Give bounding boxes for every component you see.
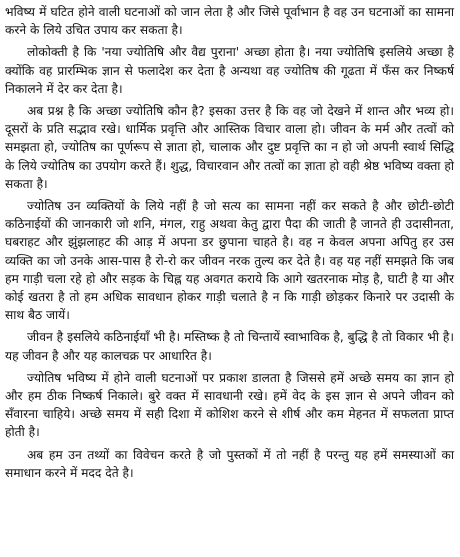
paragraph-proverb: लोकोक्ती है कि 'नया ज्योतिषि और वैद्य पुराना' अच्छा होता है। नया ज्योतिषि इसलिये अच्छा है क्योंकि वह प्रारम्भिक ज्ञान से फलादेश कर देता है अन्यथा वह ज्योतिष की गूढता में फँस कर निष्कर्ष निकालने में देर कर देता है। bbox=[5, 45, 454, 96]
paragraph-life-difficulties: जीवन है इसलिये कठिनाईयाँ भी है। मस्तिष्क है तो चिन्तायें स्वाभाविक है, बुद्धि है तो विकार भी है। यह जीवन है और यह कालचक्र पर आधारित है। bbox=[5, 330, 454, 363]
paragraph-foresight: भविष्य में घटित होने वाली घटनाओं को जान लेता है और जिसे पूर्वाभान है वह उन घटनाओं का सामना करने के लिये उचित उपाय कर सकता है। bbox=[5, 5, 454, 38]
paragraph-facing-truth: ज्योतिष उन व्यक्तियों के लिये नहीं है जो सत्य का सामना नहीं कर सकते है और छोटी-छोटी कठिनाईयों की जानकारी जो शनि, मंगल, राहु अथवा केतु द्वारा पैदा की जाती है जानते ही उदासीनता, घबराहट और झुंझलाहट की आड़ में अपना डर छुपाना चाहते है। वह न केवल अपना अपितु हर उस व्यक्ति का जो उनके आस-पास है रो-रो कर जीवन नरक तुल्य कर देते है। वह यह नहीं समझते कि जब हम गाड़ी चला रहे हो और सड़क के चिह्न यह अवगत कराये कि आगे खतरनाक मोड़ है, घाटी है या और कोई खतरा है तो हम अधिक सावधान होकर गाड़ी चलाते है न कि गाड़ी छोड़कर किनारे पर उदासी के साथ बैठ जायें। bbox=[5, 199, 454, 323]
paragraph-astrology-light: ज्योतिष भविष्य में होने वाली घटनाओं पर प्रकाश डालता है जिससे हमें अच्छे समय का ज्ञान हो और हम ठीक निष्कर्ष निकाले। बुरे वक्त में सावधानी रखे। हमें वेद के इस ज्ञान से अपने जीवन को सँवारना चाहिये। अच्छे समय में सही दिशा में कोशिश करने से शीर्ष और कम मेहनत में सफलता प्राप्त होती है। bbox=[5, 370, 454, 440]
paragraph-good-astrologer: अब प्रश्न है कि अच्छा ज्योतिषि कौन है? इसका उत्तर है कि वह जो देखने में शान्त और भव्य हो। दूसरों के प्रति सद्भाव रखे। धार्मिक प्रवृत्ति और आस्तिक विचार वाला हो। जीवन के मर्म और तत्वों को समझता हो, ज्योतिष का पूर्णरूप से ज्ञाता हो, चालाक और दुष्ट प्रवृत्ति का न हो जो अपनी स्वार्थ सिद्धि के लिये ज्योतिष का उपयोग करते हैं। शुद्ध, विचारवान और तत्वों का ज्ञाता हो वही श्रेष्ठ भविष्य वक्ता हो सकता है। bbox=[5, 104, 454, 191]
paragraph-facts-review: अब हम उन तथ्यों का विवेचन करते है जो पुस्तकों में तो नहीं है परन्तु यह हमें समस्याओं का समाधान करने में मदद देते है। bbox=[5, 447, 454, 480]
